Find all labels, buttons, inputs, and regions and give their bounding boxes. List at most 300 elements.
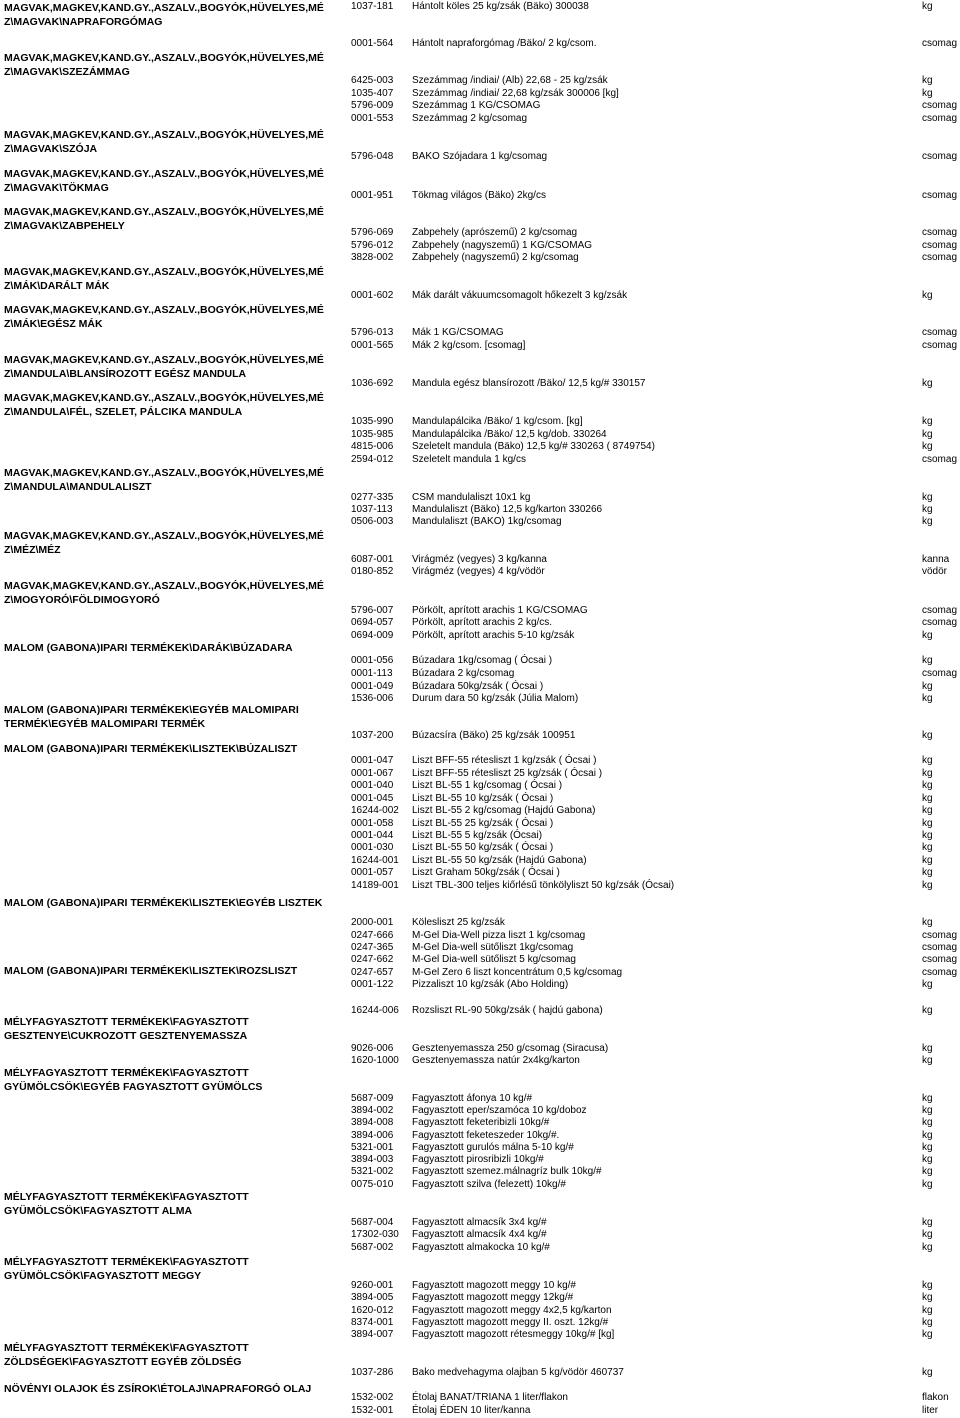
product-row [0, 1093, 960, 1106]
product-unit: csomag [922, 227, 958, 238]
product-row [0, 930, 960, 943]
product-code: 1037-286 [351, 1367, 394, 1378]
product-unit: csomag [922, 327, 958, 338]
product-row [0, 681, 960, 694]
product-unit: kg [922, 880, 933, 891]
product-name: Liszt BL-55 50 kg/zsák (Hajdú Gabona) [412, 855, 587, 866]
product-row [0, 1130, 960, 1143]
category-heading: MALOM (GABONA)IPARI TERMÉKEK\LISZTEK\BÚZALISZT [4, 743, 298, 755]
category-heading: MALOM (GABONA)IPARI TERMÉKEK\EGYÉB MALOMIPARI TERMÉK\EGYÉB MALOMIPARI TERMÉK [4, 704, 299, 730]
product-row [0, 1005, 960, 1018]
product-row [0, 1405, 960, 1418]
product-row [0, 516, 960, 529]
product-name: Tökmag világos (Bäko) 2kg/cs [412, 190, 546, 201]
product-name: Gesztenyemassza natúr 2x4kg/karton [412, 1055, 580, 1066]
product-row [0, 1280, 960, 1293]
product-row [0, 566, 960, 579]
product-unit: kg [922, 793, 933, 804]
product-name: Fagyasztott szilva (felezett) 10kg/# [412, 1179, 566, 1190]
product-name: Fagyasztott magozott rétesmeggy 10kg/# [kg] [412, 1329, 615, 1340]
product-name: Fagyasztott feketeribizli 10kg/# [412, 1117, 550, 1128]
product-row [0, 755, 960, 768]
product-row [0, 954, 960, 967]
product-code: 1037-181 [351, 1, 394, 12]
product-code: 0247-666 [351, 930, 394, 941]
product-name: Fagyasztott almacsík 3x4 kg/# [412, 1217, 547, 1228]
product-name: Fagyasztott pirosribizli 10kg/# [412, 1154, 544, 1165]
product-row [0, 1242, 960, 1255]
product-unit: csomag [922, 942, 958, 953]
product-row [0, 855, 960, 868]
product-row [0, 454, 960, 467]
product-row [0, 1229, 960, 1242]
product-unit: csomag [922, 100, 958, 111]
product-code: 16244-006 [351, 1005, 399, 1016]
product-code: 0001-057 [351, 867, 394, 878]
product-unit: csomag [922, 954, 958, 965]
product-code: 5321-001 [351, 1142, 394, 1153]
product-name: Pörkölt, aprított arachis 5-10 kg/zsák [412, 630, 575, 641]
product-code: 0001-067 [351, 768, 394, 779]
product-name: Bako medvehagyma olajban 5 kg/vödör 460737 [412, 1367, 624, 1378]
product-unit: kg [922, 416, 933, 427]
product-code: 5321-002 [351, 1166, 394, 1177]
product-name: Fagyasztott feketeszeder 10kg/#. [412, 1130, 560, 1141]
product-unit: csomag [922, 967, 958, 978]
product-row [0, 655, 960, 668]
category-heading: MAGVAK,MAGKEV,KAND.GY.,ASZALV.,BOGYÓK,HÜVELYES,MÉ Z\MAGVAK\ZABPEHELY [4, 206, 324, 232]
product-code: 3894-006 [351, 1130, 394, 1141]
product-row [0, 1154, 960, 1167]
product-name: Liszt BFF-55 rétesliszt 1 kg/zsák ( Ócsai ) [412, 755, 597, 766]
product-row [0, 780, 960, 793]
product-unit: kg [922, 75, 933, 86]
product-code: 6087-001 [351, 554, 394, 565]
product-unit: csomag [922, 252, 958, 263]
product-unit: kg [922, 441, 933, 452]
product-unit: kg [922, 1317, 933, 1328]
product-row [0, 492, 960, 505]
product-row [0, 1166, 960, 1179]
product-unit: kg [922, 979, 933, 990]
product-row [0, 1179, 960, 1192]
product-code: 2594-012 [351, 454, 394, 465]
product-unit: kg [922, 1329, 933, 1340]
product-row [0, 768, 960, 781]
product-name: Gesztenyemassza 250 g/csomag (Siracusa) [412, 1043, 609, 1054]
product-unit: kg [922, 867, 933, 878]
product-row [0, 1217, 960, 1230]
product-name: M-Gel Dia-well sütőliszt 5 kg/csomag [412, 954, 576, 965]
category-heading: MALOM (GABONA)IPARI TERMÉKEK\DARÁK\BÚZADARA [4, 642, 293, 654]
product-code: 3828-002 [351, 252, 394, 263]
product-unit: kg [922, 655, 933, 666]
product-name: Búzacsíra (Bäko) 25 kg/zsák 100951 [412, 730, 576, 741]
product-row [0, 630, 960, 643]
product-row [0, 441, 960, 454]
product-row [0, 554, 960, 567]
product-code: 1037-113 [351, 504, 393, 515]
product-unit: kg [922, 516, 933, 527]
product-row [0, 190, 960, 203]
product-name: Fagyasztott magozott meggy 10 kg/# [412, 1280, 576, 1291]
product-name: Mandulapálcika /Bäko/ 12,5 kg/dob. 330264 [412, 429, 607, 440]
product-unit: kg [922, 1055, 933, 1066]
product-name: Étolaj BANAT/TRIANA 1 liter/flakon [412, 1392, 568, 1403]
product-row [0, 88, 960, 101]
product-unit: kg [922, 1242, 933, 1253]
product-row [0, 113, 960, 126]
product-code: 1037-200 [351, 730, 394, 741]
product-unit: vödör [922, 566, 948, 577]
product-name: M-Gel Zero 6 liszt koncentrátum 0,5 kg/csomag [412, 967, 623, 978]
product-name: Liszt BL-55 25 kg/zsák ( Ócsai ) [412, 818, 554, 829]
product-name: Fagyasztott magozott meggy II. oszt. 12kg/# [412, 1317, 609, 1328]
product-code: 3894-002 [351, 1105, 394, 1116]
category-heading: MÉLYFAGYASZTOTT TERMÉKEK\FAGYASZTOTT GYÜMÖLCSÖK\EGYÉB FAGYASZTOTT GYÜMÖLCS [4, 1067, 263, 1093]
product-unit: kg [922, 1166, 933, 1177]
product-name: Zabpehely (aprószemű) 2 kg/csomag [412, 227, 578, 238]
product-name: Fagyasztott szemez.málnagríz bulk 10kg/# [412, 1166, 602, 1177]
product-name: Szeletelt mandula (Bäko) 12,5 kg/# 330263 ( 8749754) [412, 441, 655, 452]
product-unit: kg [922, 429, 933, 440]
product-unit: kg [922, 1154, 933, 1165]
product-code: 1035-990 [351, 416, 394, 427]
product-unit: kg [922, 842, 933, 853]
product-name: Étolaj ÉDEN 10 liter/kanna [412, 1405, 531, 1416]
product-name: Liszt TBL-300 teljes kiőrlésű tönkölyliszt 50 kg/zsák (Ócsai) [412, 880, 675, 891]
product-code: 0001-564 [351, 38, 394, 49]
product-unit: kg [922, 1229, 933, 1240]
product-code: 1036-692 [351, 378, 394, 389]
product-code: 0694-057 [351, 617, 394, 628]
product-unit: csomag [922, 113, 958, 124]
product-code: 0247-657 [351, 967, 394, 978]
product-unit: kg [922, 1117, 933, 1128]
product-code: 8374-001 [351, 1317, 394, 1328]
product-name: Liszt Graham 50kg/zsák ( Ócsai ) [412, 867, 560, 878]
product-row [0, 252, 960, 265]
product-code: 3894-003 [351, 1154, 394, 1165]
product-code: 1532-001 [351, 1405, 394, 1416]
product-name: Fagyasztott magozott meggy 4x2,5 kg/karton [412, 1305, 612, 1316]
product-code: 0694-009 [351, 630, 394, 641]
product-unit: kg [922, 1217, 933, 1228]
product-code: 17302-030 [351, 1229, 399, 1240]
product-name: Mák 2 kg/csom. [csomag] [412, 340, 526, 351]
product-code: 14189-001 [351, 880, 399, 891]
product-unit: kg [922, 88, 933, 99]
product-code: 9026-006 [351, 1043, 394, 1054]
product-unit: csomag [922, 151, 958, 162]
product-row [0, 429, 960, 442]
product-unit: kg [922, 1280, 933, 1291]
product-unit: kg [922, 1, 933, 12]
product-unit: csomag [922, 454, 958, 465]
product-code: 2000-001 [351, 917, 394, 928]
product-unit: kg [922, 1367, 933, 1378]
product-code: 5796-069 [351, 227, 394, 238]
product-row [0, 100, 960, 113]
product-name: M-Gel Dia-Well pizza liszt 1 kg/csomag [412, 930, 586, 941]
category-heading: MAGVAK,MAGKEV,KAND.GY.,ASZALV.,BOGYÓK,HÜVELYES,MÉ Z\MÉZ\MÉZ [4, 530, 324, 556]
product-unit: kg [922, 1179, 933, 1190]
category-heading: MAGVAK,MAGKEV,KAND.GY.,ASZALV.,BOGYÓK,HÜVELYES,MÉ Z\MAGVAK\TÖKMAG [4, 168, 324, 194]
product-code: 0001-056 [351, 655, 394, 666]
product-unit: kg [922, 830, 933, 841]
product-code: 0001-047 [351, 755, 394, 766]
product-unit: csomag [922, 190, 958, 201]
product-code: 1035-407 [351, 88, 394, 99]
product-unit: kg [922, 1105, 933, 1116]
product-code: 5687-009 [351, 1093, 394, 1104]
category-heading: MÉLYFAGYASZTOTT TERMÉKEK\FAGYASZTOTT GYÜMÖLCSÖK\FAGYASZTOTT MEGGY [4, 1256, 249, 1282]
product-name: Fagyasztott gurulós málna 5-10 kg/# [412, 1142, 574, 1153]
category-heading: NÖVÉNYI OLAJOK ÉS ZSÍROK\ÉTOLAJ\NAPRAFORGÓ OLAJ [4, 1383, 312, 1395]
category-heading: MAGVAK,MAGKEV,KAND.GY.,ASZALV.,BOGYÓK,HÜVELYES,MÉ Z\MAGVAK\SZÓJA [4, 129, 324, 155]
product-unit: kg [922, 780, 933, 791]
product-row [0, 730, 960, 743]
product-code: 0075-010 [351, 1179, 394, 1190]
product-code: 0247-365 [351, 942, 394, 953]
product-unit: kg [922, 768, 933, 779]
product-row [0, 830, 960, 843]
product-unit: csomag [922, 617, 958, 628]
category-heading: MÉLYFAGYASZTOTT TERMÉKEK\FAGYASZTOTT GYÜMÖLCSÖK\FAGYASZTOTT ALMA [4, 1191, 249, 1217]
product-row [0, 240, 960, 253]
product-row [0, 1117, 960, 1130]
product-unit: kg [922, 1292, 933, 1303]
product-name: CSM mandulaliszt 10x1 kg [412, 492, 531, 503]
product-unit: kg [922, 755, 933, 766]
product-name: Liszt BL-55 1 kg/csomag ( Ócsai ) [412, 780, 563, 791]
product-unit: kg [922, 681, 933, 692]
product-code: 16244-002 [351, 805, 399, 816]
product-row [0, 1305, 960, 1318]
product-code: 0001-565 [351, 340, 394, 351]
product-code: 0001-030 [351, 842, 394, 853]
product-unit: kg [922, 492, 933, 503]
product-name: Búzadara 50kg/zsák ( Ócsai ) [412, 681, 544, 692]
product-unit: kg [922, 855, 933, 866]
product-name: Liszt BL-55 50 kg/zsák ( Ócsai ) [412, 842, 554, 853]
product-name: Szezámmag /indiai/ 22,68 kg/zsák 300006 [kg] [412, 88, 619, 99]
product-row [0, 668, 960, 681]
product-unit: csomag [922, 38, 958, 49]
product-code: 1620-012 [351, 1305, 394, 1316]
product-code: 3894-007 [351, 1329, 394, 1340]
product-code: 0001-049 [351, 681, 394, 692]
product-row [0, 967, 960, 980]
product-name: Szeletelt mandula 1 kg/cs [412, 454, 526, 465]
product-name: Liszt BL-55 10 kg/zsák ( Ócsai ) [412, 793, 554, 804]
product-row [0, 75, 960, 88]
product-row [0, 1292, 960, 1305]
product-unit: kg [922, 378, 933, 389]
product-name: Szezámmag /indiai/ (Alb) 22,68 - 25 kg/zsák [412, 75, 608, 86]
product-row [0, 378, 960, 391]
product-row [0, 1329, 960, 1342]
product-name: Szezámmag 1 KG/CSOMAG [412, 100, 541, 111]
product-name: Virágméz (vegyes) 3 kg/kanna [412, 554, 547, 565]
product-unit: kg [922, 1005, 933, 1016]
product-unit: csomag [922, 930, 958, 941]
product-name: Zabpehely (nagyszemű) 1 KG/CSOMAG [412, 240, 593, 251]
product-row [0, 1105, 960, 1118]
category-heading: MAGVAK,MAGKEV,KAND.GY.,ASZALV.,BOGYÓK,HÜVELYES,MÉ Z\MAGVAK\SZEZÁMMAG [4, 52, 324, 78]
product-row [0, 227, 960, 240]
product-row [0, 327, 960, 340]
product-name: Kölesliszt 25 kg/zsák [412, 917, 505, 928]
product-name: Pizzaliszt 10 kg/zsák (Abo Holding) [412, 979, 569, 990]
product-code: 1536-006 [351, 693, 394, 704]
category-heading: MAGVAK,MAGKEV,KAND.GY.,ASZALV.,BOGYÓK,HÜVELYES,MÉ Z\MANDULA\BLANSÍROZOTT EGÉSZ MANDULA [4, 354, 324, 380]
product-name: Fagyasztott eper/szamóca 10 kg/doboz [412, 1105, 587, 1116]
product-code: 0180-852 [351, 566, 394, 577]
product-code: 0001-553 [351, 113, 394, 124]
product-row [0, 1043, 960, 1056]
product-name: Pörkölt, aprított arachis 2 kg/cs. [412, 617, 553, 628]
product-unit: kg [922, 730, 933, 741]
product-code: 0001-122 [351, 979, 394, 990]
product-unit: csomag [922, 240, 958, 251]
product-unit: csomag [922, 605, 958, 616]
product-unit: kg [922, 504, 933, 515]
product-code: 5796-048 [351, 151, 394, 162]
product-unit: kg [922, 805, 933, 816]
product-name: M-Gel Dia-well sütőliszt 1kg/csomag [412, 942, 574, 953]
product-row [0, 818, 960, 831]
product-code: 6425-003 [351, 75, 394, 86]
product-row [0, 605, 960, 618]
product-name: Hántolt köles 25 kg/zsák (Bäko) 300038 [412, 1, 589, 12]
product-unit: kanna [922, 554, 950, 565]
product-unit: flakon [922, 1392, 949, 1403]
product-row [0, 842, 960, 855]
product-unit: kg [922, 818, 933, 829]
product-name: Zabpehely (nagyszemű) 2 kg/csomag [412, 252, 579, 263]
product-code: 0277-335 [351, 492, 394, 503]
product-unit: kg [922, 290, 933, 301]
product-name: Mandulaliszt (BAKO) 1kg/csomag [412, 516, 562, 527]
product-row [0, 917, 960, 930]
category-heading: MAGVAK,MAGKEV,KAND.GY.,ASZALV.,BOGYÓK,HÜVELYES,MÉ Z\MAGVAK\NAPRAFORGÓMAG [4, 2, 324, 28]
product-code: 0001-045 [351, 793, 394, 804]
product-code: 0001-040 [351, 780, 394, 791]
category-heading: MAGVAK,MAGKEV,KAND.GY.,ASZALV.,BOGYÓK,HÜVELYES,MÉ Z\MÁK\DARÁLT MÁK [4, 266, 324, 292]
product-code: 3894-005 [351, 1292, 394, 1303]
product-row [0, 617, 960, 630]
product-code: 1532-002 [351, 1392, 394, 1403]
product-code: 4815-006 [351, 441, 394, 452]
product-code: 0001-058 [351, 818, 394, 829]
product-unit: kg [922, 630, 933, 641]
product-code: 5687-004 [351, 1217, 394, 1228]
product-row [0, 942, 960, 955]
product-name: Rozsliszt RL-90 50kg/zsák ( hajdú gabona) [412, 1005, 603, 1016]
category-heading: MALOM (GABONA)IPARI TERMÉKEK\LISZTEK\EGYÉB LISZTEK [4, 897, 323, 909]
product-code: 5796-007 [351, 605, 394, 616]
product-name: Fagyasztott magozott meggy 12kg/# [412, 1292, 574, 1303]
product-name: Liszt BFF-55 rétesliszt 25 kg/zsák ( Ócsai ) [412, 768, 603, 779]
product-code: 1035-985 [351, 429, 394, 440]
product-code: 0506-003 [351, 516, 394, 527]
product-code: 0001-602 [351, 290, 394, 301]
product-row [0, 1317, 960, 1330]
category-heading: MAGVAK,MAGKEV,KAND.GY.,ASZALV.,BOGYÓK,HÜVELYES,MÉ Z\MANDULA\FÉL, SZELET, PÁLCIKA MANDULA [4, 392, 324, 418]
product-unit: csomag [922, 668, 958, 679]
product-row [0, 693, 960, 706]
product-row [0, 1142, 960, 1155]
product-unit: kg [922, 1305, 933, 1316]
product-row [0, 504, 960, 517]
product-name: Búzadara 2 kg/csomag [412, 668, 515, 679]
product-unit: kg [922, 1130, 933, 1141]
product-name: Mandulapálcika /Bäko/ 1 kg/csom. [kg] [412, 416, 583, 427]
product-name: Fagyasztott almakocka 10 kg/# [412, 1242, 550, 1253]
product-code: 0001-113 [351, 668, 393, 679]
product-unit: kg [922, 1043, 933, 1054]
product-code: 5687-002 [351, 1242, 394, 1253]
product-row [0, 880, 960, 893]
product-name: Pörkölt, aprított arachis 1 KG/CSOMAG [412, 605, 588, 616]
product-row [0, 1367, 960, 1380]
product-name: Mák 1 KG/CSOMAG [412, 327, 504, 338]
product-name: Fagyasztott áfonya 10 kg/# [412, 1093, 533, 1104]
product-name: Mandulaliszt (Bäko) 12,5 kg/karton 330266 [412, 504, 603, 515]
product-row [0, 805, 960, 818]
product-row [0, 416, 960, 429]
category-heading: MAGVAK,MAGKEV,KAND.GY.,ASZALV.,BOGYÓK,HÜVELYES,MÉ Z\MÁK\EGÉSZ MÁK [4, 304, 324, 330]
product-row [0, 1392, 960, 1405]
product-unit: kg [922, 1142, 933, 1153]
product-code: 3894-008 [351, 1117, 394, 1128]
product-name: Durum dara 50 kg/zsák (Júlia Malom) [412, 693, 579, 704]
product-row [0, 979, 960, 992]
product-code: 0247-662 [351, 954, 394, 965]
product-code: 16244-001 [351, 855, 399, 866]
product-name: Mandula egész blansírozott /Bäko/ 12,5 kg/# 330157 [412, 378, 646, 389]
category-heading: MÉLYFAGYASZTOTT TERMÉKEK\FAGYASZTOTT ZÖLDSÉGEK\FAGYASZTOTT EGYÉB ZÖLDSÉG [4, 1342, 249, 1368]
category-heading: MAGVAK,MAGKEV,KAND.GY.,ASZALV.,BOGYÓK,HÜVELYES,MÉ Z\MANDULA\MANDULALISZT [4, 467, 324, 493]
product-name: Hántolt napraforgómag /Bäko/ 2 kg/csom. [412, 38, 597, 49]
product-name: Búzadara 1kg/csomag ( Ócsai ) [412, 655, 553, 666]
product-code: 0001-951 [351, 190, 394, 201]
product-row [0, 290, 960, 303]
product-name: Fagyasztott almacsík 4x4 kg/# [412, 1229, 547, 1240]
product-name: Liszt BL-55 2 kg/csomag (Hajdú Gabona) [412, 805, 596, 816]
product-name: Mák darált vákuumcsomagolt hőkezelt 3 kg/zsák [412, 290, 628, 301]
product-row [0, 151, 960, 164]
product-code: 5796-012 [351, 240, 394, 251]
product-row [0, 867, 960, 880]
product-unit: liter [922, 1405, 939, 1416]
product-unit: kg [922, 917, 933, 928]
product-row [0, 38, 960, 51]
product-code: 5796-013 [351, 327, 394, 338]
product-name: BAKO Szójadara 1 kg/csomag [412, 151, 548, 162]
product-code: 0001-044 [351, 830, 394, 841]
category-heading: MÉLYFAGYASZTOTT TERMÉKEK\FAGYASZTOTT GESZTENYE\CUKROZOTT GESZTENYEMASSZA [4, 1016, 249, 1042]
product-code: 1620-1000 [351, 1055, 399, 1066]
product-code: 9260-001 [351, 1280, 394, 1291]
product-name: Szezámmag 2 kg/csomag [412, 113, 528, 124]
product-code: 5796-009 [351, 100, 394, 111]
product-name: Virágméz (vegyes) 4 kg/vödör [412, 566, 545, 577]
product-row [0, 1055, 960, 1068]
category-heading: MAGVAK,MAGKEV,KAND.GY.,ASZALV.,BOGYÓK,HÜVELYES,MÉ Z\MOGYORÓ\FÖLDIMOGYORÓ [4, 580, 324, 606]
product-row [0, 340, 960, 353]
